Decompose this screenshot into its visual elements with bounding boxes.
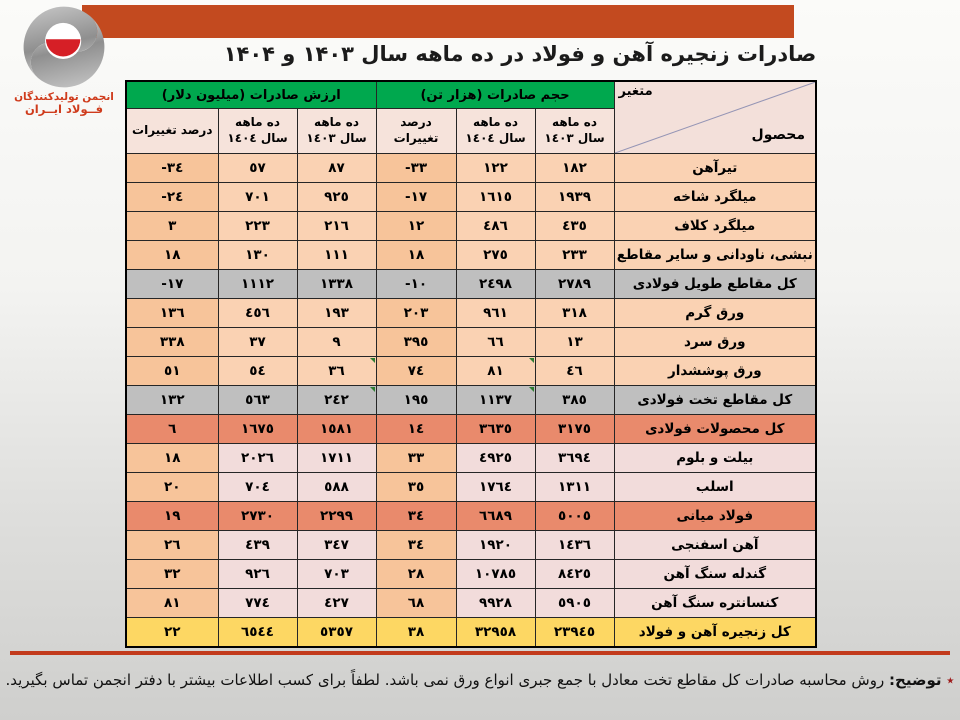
table-row (126, 589, 816, 618)
value-change-cell: ١٣٦ (126, 299, 218, 328)
product-cell: کل مقاطع تخت فولادی (614, 386, 816, 415)
volume-change-cell: ١٩٥ (376, 386, 456, 415)
volume-change-cell: ٣٤ (376, 531, 456, 560)
value-change-cell: ١٣٢ (126, 386, 218, 415)
volume-1404-cell: ٨١ (456, 357, 535, 386)
value-1403-cell: ٢١٦ (297, 212, 376, 241)
volume-1403-cell: ٥٩٠٥ (535, 589, 614, 618)
col-header-volume-1404 (456, 109, 535, 154)
value-1403-cell: ١٧١١ (297, 444, 376, 473)
volume-1403-cell: ٢٣٣ (535, 241, 614, 270)
year-1404-label: سال ١٤٠٤ (465, 131, 526, 145)
value-change-cell: ٣ (126, 212, 218, 241)
col-header-volume-1403 (535, 109, 614, 154)
corner-header-cell (614, 81, 816, 154)
value-1404-cell: ١٣٠ (218, 241, 297, 270)
table-row (126, 560, 816, 589)
product-cell: کل مقاطع طویل فولادی (614, 270, 816, 299)
value-change-cell: ١٩ (126, 502, 218, 531)
table-row (126, 502, 816, 531)
table-row (126, 357, 816, 386)
volume-change-cell: ٢٠٣ (376, 299, 456, 328)
product-cell: گندله سنگ آهن (614, 560, 816, 589)
volume-change-cell: ٣٤ (376, 502, 456, 531)
volume-change-cell: ٢٨ (376, 560, 456, 589)
product-cell: نبشی، ناودانی و سایر مقاطع (614, 241, 816, 270)
top-banner (82, 5, 794, 38)
value-change-cell: ٦ (126, 415, 218, 444)
product-cell: کل محصولات فولادی (614, 415, 816, 444)
volume-1404-cell: ٣٦٣٥ (456, 415, 535, 444)
volume-1404-cell: ٣٢٩٥٨ (456, 618, 535, 647)
value-group-header: ارزش صادرات (میلیون دلار) (126, 81, 376, 109)
col-header-volume-change: درصد تغییرات (376, 109, 456, 154)
table-body (126, 154, 816, 647)
volume-1403-cell: ١٩٣٩ (535, 183, 614, 212)
value-1403-cell: ٨٧ (297, 154, 376, 183)
value-change-cell: ٣٢ (126, 560, 218, 589)
table-row (126, 415, 816, 444)
value-change-cell: ١٨ (126, 241, 218, 270)
volume-change-cell: -٣٣ (376, 154, 456, 183)
volume-1404-cell: ١١٣٧ (456, 386, 535, 415)
value-change-cell: ٢٦ (126, 531, 218, 560)
value-1403-cell: ١٥٨١ (297, 415, 376, 444)
volume-change-cell: ٣٣ (376, 444, 456, 473)
logo (6, 4, 122, 116)
corner-product-label: محصول (751, 127, 806, 143)
volume-1403-cell: ٤٣٥ (535, 212, 614, 241)
logo-line-1: انجمن تولیدکنندگان (14, 91, 114, 103)
volume-change-cell: -١٠ (376, 270, 456, 299)
volume-1404-cell: ٢٧٥ (456, 241, 535, 270)
footnote-label: توضیح: (889, 671, 942, 689)
corner-variable-label: متغیر (618, 84, 653, 99)
product-cell: ورق سرد (614, 328, 816, 357)
product-cell: کنسانتره سنگ آهن (614, 589, 816, 618)
value-1404-cell: ٤٣٩ (218, 531, 297, 560)
product-cell: ورق گرم (614, 299, 816, 328)
volume-1404-cell: ١٠٧٨٥ (456, 560, 535, 589)
logo-line-2: فــولاد ایــران (24, 102, 104, 117)
period-label: ده ماهه (473, 115, 518, 130)
table-row (126, 241, 816, 270)
bottom-rule (10, 651, 950, 655)
col-header-value-change: درصد تغییرات (126, 109, 218, 154)
value-1404-cell: ٢٧٣٠ (218, 502, 297, 531)
value-1403-cell: ٥٣٥٧ (297, 618, 376, 647)
exports-table (125, 80, 817, 648)
value-1404-cell: ١٦٧٥ (218, 415, 297, 444)
volume-1403-cell: ٣١٧٥ (535, 415, 614, 444)
value-1404-cell: ٧٠٤ (218, 473, 297, 502)
value-1404-cell: ٥٦٣ (218, 386, 297, 415)
value-1404-cell: ٦٥٤٤ (218, 618, 297, 647)
volume-1404-cell: ١٧٦٤ (456, 473, 535, 502)
value-1403-cell: ٣٦ (297, 357, 376, 386)
volume-1403-cell: ٢٧٨٩ (535, 270, 614, 299)
product-cell: آهن اسفنجی (614, 531, 816, 560)
value-change-cell: -٢٤ (126, 183, 218, 212)
volume-1404-cell: ٩٦١ (456, 299, 535, 328)
volume-group-header: حجم صادرات (هزار تن) (376, 81, 614, 109)
volume-1403-cell: ٥٠٠٥ (535, 502, 614, 531)
value-1404-cell: ٧٠١ (218, 183, 297, 212)
table-row (126, 386, 816, 415)
volume-change-cell: ١٤ (376, 415, 456, 444)
period-label: ده ماهه (235, 115, 280, 130)
product-cell: بیلت و بلوم (614, 444, 816, 473)
volume-1403-cell: ١٣١١ (535, 473, 614, 502)
volume-1403-cell: ٣٦٩٤ (535, 444, 614, 473)
year-1403-label: سال ١٤٠٣ (306, 131, 367, 145)
volume-1403-cell: ١٨٢ (535, 154, 614, 183)
value-change-cell: ٨١ (126, 589, 218, 618)
volume-1404-cell: ٦٦ (456, 328, 535, 357)
value-1404-cell: ٢٢٣ (218, 212, 297, 241)
year-1404-label: سال ١٤٠٤ (227, 131, 288, 145)
value-1403-cell: ١١١ (297, 241, 376, 270)
value-1403-cell: ٢٢٩٩ (297, 502, 376, 531)
table-row (126, 618, 816, 647)
value-change-cell: ١٨ (126, 444, 218, 473)
value-1404-cell: ٤٥٦ (218, 299, 297, 328)
product-cell: کل زنجیره آهن و فولاد (614, 618, 816, 647)
table-row (126, 328, 816, 357)
value-1404-cell: ١١١٢ (218, 270, 297, 299)
volume-1404-cell: ٢٤٩٨ (456, 270, 535, 299)
value-1404-cell: ٣٧ (218, 328, 297, 357)
volume-1403-cell: ٣١٨ (535, 299, 614, 328)
product-cell: ورق پوششدار (614, 357, 816, 386)
value-1403-cell: ١٣٣٨ (297, 270, 376, 299)
steel-association-logo-icon (18, 4, 110, 90)
table-row (126, 444, 816, 473)
product-cell: میلگرد کلاف (614, 212, 816, 241)
volume-1404-cell: ١٦١٥ (456, 183, 535, 212)
value-1404-cell: ٧٧٤ (218, 589, 297, 618)
value-1404-cell: ٥٧ (218, 154, 297, 183)
value-change-cell: ٥١ (126, 357, 218, 386)
value-change-cell: ٢٠ (126, 473, 218, 502)
product-cell: اسلب (614, 473, 816, 502)
logo-text (6, 91, 122, 116)
table-row (126, 299, 816, 328)
value-change-cell: ٣٣٨ (126, 328, 218, 357)
volume-1404-cell: ١٩٢٠ (456, 531, 535, 560)
value-1403-cell: ١٩٣ (297, 299, 376, 328)
volume-change-cell: ٣٩٥ (376, 328, 456, 357)
volume-1403-cell: ١٣ (535, 328, 614, 357)
value-1403-cell: ٩٢٥ (297, 183, 376, 212)
product-cell: فولاد میانی (614, 502, 816, 531)
footnote-asterisk: ٭ (946, 671, 955, 689)
volume-1404-cell: ٦٦٨٩ (456, 502, 535, 531)
value-1404-cell: ٥٤ (218, 357, 297, 386)
value-change-cell: ٢٢ (126, 618, 218, 647)
page-title: صادرات زنجیره آهن و فولاد در ده ماهه سال ۱۴۰۳ و ۱۴۰۴ (223, 42, 817, 66)
volume-change-cell: -١٧ (376, 183, 456, 212)
table-row (126, 183, 816, 212)
table-row (126, 212, 816, 241)
footnote-text: روش محاسبه صادرات کل مقاطع تخت معادل با جمع جبری انواع ورق نمی باشد. لطفاً برای کسب اطلاعات بیشتر با دفتر انجمن تماس بگیرید. (5, 671, 885, 689)
value-1403-cell: ٢٤٢ (297, 386, 376, 415)
footnote (0, 671, 960, 689)
value-change-cell: -١٧ (126, 270, 218, 299)
volume-change-cell: ٣٨ (376, 618, 456, 647)
period-label: ده ماهه (314, 115, 359, 130)
table-row (126, 154, 816, 183)
table-row (126, 531, 816, 560)
table-row (126, 473, 816, 502)
volume-1404-cell: ٩٩٢٨ (456, 589, 535, 618)
volume-change-cell: ٧٤ (376, 357, 456, 386)
volume-1403-cell: ٨٤٢٥ (535, 560, 614, 589)
value-1404-cell: ٩٢٦ (218, 560, 297, 589)
value-change-cell: -٣٤ (126, 154, 218, 183)
volume-1404-cell: ٤٨٦ (456, 212, 535, 241)
volume-change-cell: ١٨ (376, 241, 456, 270)
volume-1404-cell: ١٢٢ (456, 154, 535, 183)
volume-change-cell: ٦٨ (376, 589, 456, 618)
volume-1404-cell: ٤٩٢٥ (456, 444, 535, 473)
value-1403-cell: ٥٨٨ (297, 473, 376, 502)
col-header-value-1403 (297, 109, 376, 154)
value-1403-cell: ٧٠٣ (297, 560, 376, 589)
value-1403-cell: ٩ (297, 328, 376, 357)
year-1403-label: سال ١٤٠٣ (544, 131, 605, 145)
value-1403-cell: ٤٢٧ (297, 589, 376, 618)
volume-1403-cell: ٢٣٩٤٥ (535, 618, 614, 647)
volume-1403-cell: ٤٦ (535, 357, 614, 386)
volume-1403-cell: ١٤٣٦ (535, 531, 614, 560)
table-row (126, 270, 816, 299)
group-header-row (126, 81, 816, 109)
col-header-value-1404 (218, 109, 297, 154)
product-cell: تیرآهن (614, 154, 816, 183)
period-label: ده ماهه (552, 115, 597, 130)
volume-change-cell: ١٢ (376, 212, 456, 241)
volume-1403-cell: ٣٨٥ (535, 386, 614, 415)
product-cell: میلگرد شاخه (614, 183, 816, 212)
value-1403-cell: ٣٤٧ (297, 531, 376, 560)
value-1404-cell: ٢٠٢٦ (218, 444, 297, 473)
volume-change-cell: ٣٥ (376, 473, 456, 502)
